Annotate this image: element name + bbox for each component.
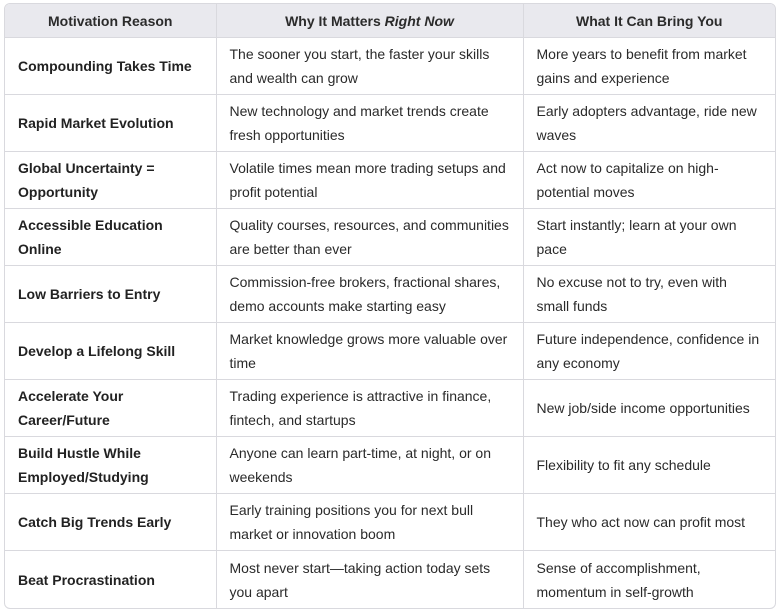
header-why-prefix: Why It Matters [285, 12, 385, 29]
cell-why: Volatile times mean more trading setups and profit potential [216, 152, 523, 209]
cell-why: Quality courses, resources, and communities are better than ever [216, 209, 523, 266]
cell-why: The sooner you start, the faster your skills and wealth can grow [216, 38, 523, 95]
cell-bring: Sense of accomplishment, momentum in self-growth [523, 551, 775, 609]
cell-bring: Early adopters advantage, ride new waves [523, 95, 775, 152]
table-row [5, 95, 775, 152]
cell-why: Anyone can learn part-time, at night, or on weekends [216, 437, 523, 494]
header-why-emphasis: Right Now [384, 12, 454, 29]
table-header [5, 4, 775, 38]
table-row [5, 551, 775, 609]
header-what-it-brings: What It Can Bring You [523, 4, 775, 38]
cell-why: Trading experience is attractive in finance, fintech, and startups [216, 380, 523, 437]
cell-bring: Flexibility to fit any schedule [523, 437, 775, 494]
table-row [5, 38, 775, 95]
cell-bring: New job/side income opportunities [523, 380, 775, 437]
cell-reason: Global Uncertainty = Opportunity [5, 152, 216, 209]
table-row [5, 209, 775, 266]
cell-why: Market knowledge grows more valuable over time [216, 323, 523, 380]
table-row [5, 437, 775, 494]
motivation-table [5, 4, 775, 608]
cell-reason: Develop a Lifelong Skill [5, 323, 216, 380]
cell-reason: Accessible Education Online [5, 209, 216, 266]
table-body [5, 38, 775, 609]
cell-reason: Compounding Takes Time [5, 38, 216, 95]
cell-reason: Catch Big Trends Early [5, 494, 216, 551]
cell-reason: Accelerate Your Career/Future [5, 380, 216, 437]
cell-bring: Future independence, confidence in any economy [523, 323, 775, 380]
header-motivation-reason: Motivation Reason [5, 4, 216, 38]
table-row [5, 494, 775, 551]
cell-why: New technology and market trends create fresh opportunities [216, 95, 523, 152]
table-row [5, 323, 775, 380]
cell-bring: No excuse not to try, even with small funds [523, 266, 775, 323]
cell-bring: They who act now can profit most [523, 494, 775, 551]
motivation-table-container [4, 3, 776, 609]
header-row [5, 4, 775, 38]
cell-bring: Start instantly; learn at your own pace [523, 209, 775, 266]
table-row [5, 266, 775, 323]
cell-why: Most never start—taking action today sets you apart [216, 551, 523, 609]
cell-reason: Build Hustle While Employed/Studying [5, 437, 216, 494]
cell-bring: Act now to capitalize on high-potential moves [523, 152, 775, 209]
cell-reason: Low Barriers to Entry [5, 266, 216, 323]
cell-bring: More years to benefit from market gains and experience [523, 38, 775, 95]
table-row [5, 152, 775, 209]
cell-why: Commission-free brokers, fractional shares, demo accounts make starting easy [216, 266, 523, 323]
cell-why: Early training positions you for next bull market or innovation boom [216, 494, 523, 551]
cell-reason: Rapid Market Evolution [5, 95, 216, 152]
table-row [5, 380, 775, 437]
cell-reason: Beat Procrastination [5, 551, 216, 609]
header-why-it-matters [216, 4, 523, 38]
